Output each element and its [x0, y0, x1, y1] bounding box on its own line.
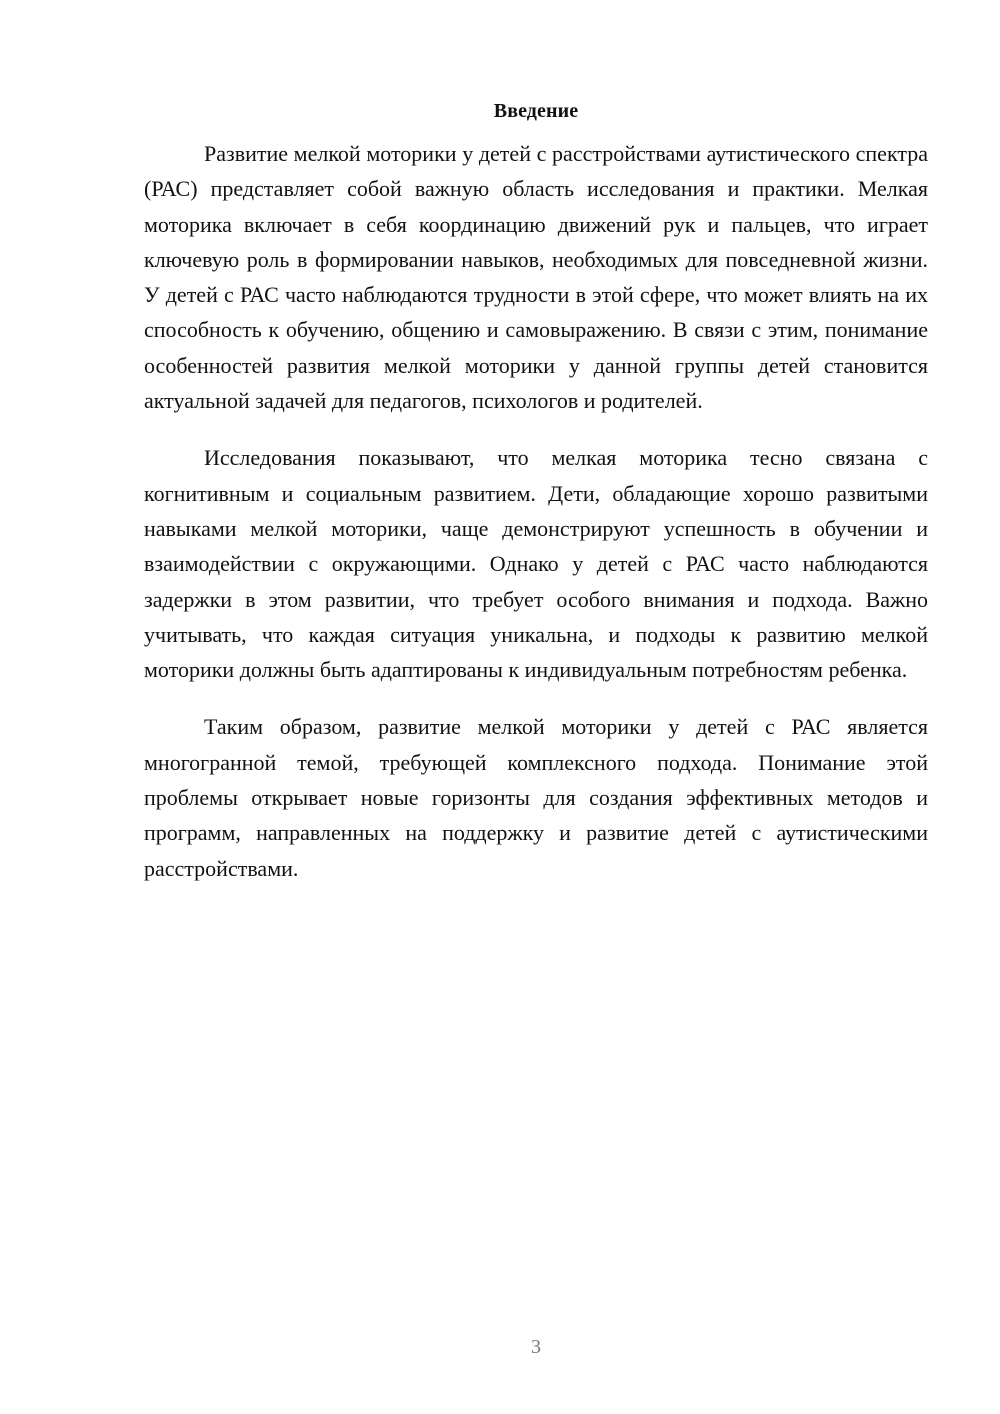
page-number: 3 [531, 1336, 541, 1358]
section-title: Введение [493, 100, 579, 122]
paragraph-3: Таким образом, развитие мелкой моторики у детей с РАС является многогранной темой, требующей комплексного подхода. Понимание этой проблемы открывает новые горизонты для создания эффективных методов и программ, направленных на поддержку и развитие детей с аутистическими расстройствами. [144, 714, 928, 881]
paragraph-2: Исследования показывают, что мелкая моторика тесно связана с когнитивным и социальным развитием. Дети, обладающие хорошо развитыми навыками мелкой моторики, чаще демонстрируют успешность в обучении и взаимодействии с окружающими. Однако у детей с РАС часто наблюдаются задержки в этом развитии, что требует особого внимания и подхода. Важно учитывать, что каждая ситуация уникальна, и подходы к развитию мелкой моторики должны быть адаптированы к индивидуальным потребностям ребенка. [144, 445, 928, 683]
document-content [144, 98, 928, 900]
paragraph-1: Развитие мелкой моторики у детей с расстройствами аутистического спектра (РАС) представляет собой важную область исследования и практики. Мелкая моторика включает в себя координацию движений рук и пальцев, что играет ключевую роль в формировании навыков, необходимых для повседневной жизни. У детей с РАС часто наблюдаются трудности в этой сфере, что может влиять на их способность к обучению, общению и самовыражению. В связи с этим, понимание особенностей развития мелкой моторики у данной группы детей становится актуальной задачей для педагогов, психологов и родителей. [144, 141, 928, 414]
